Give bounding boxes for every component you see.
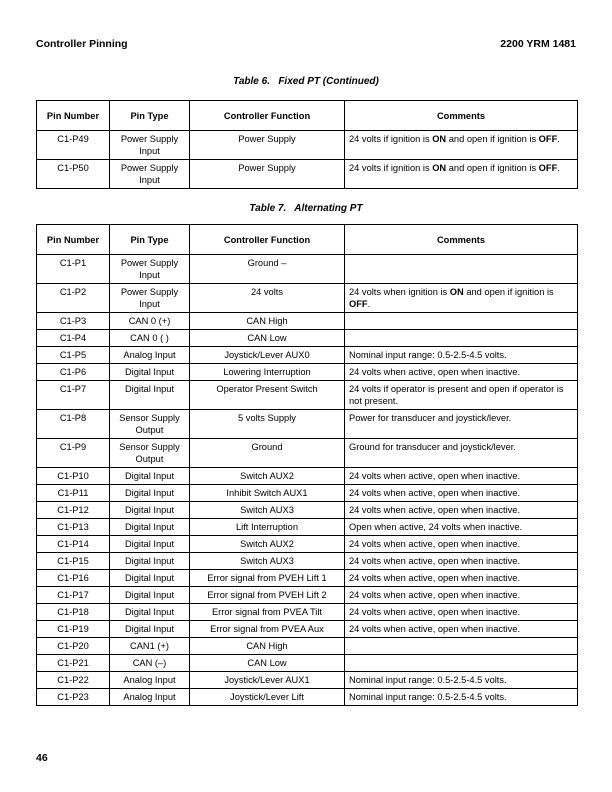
pin-type-cell: Digital Input <box>110 381 190 410</box>
controller-function-cell: Switch AUX3 <box>190 502 345 519</box>
pin-number-cell: C1-P21 <box>37 655 110 672</box>
pin-number-cell: C1-P8 <box>37 410 110 439</box>
table7-row <box>37 672 578 689</box>
comments-cell <box>345 655 578 672</box>
comment-emphasis-off: OFF <box>538 134 558 144</box>
comments-cell: 24 volts when active, open when inactive. <box>345 502 578 519</box>
table7-row <box>37 439 578 468</box>
controller-function-cell: Switch AUX2 <box>190 536 345 553</box>
comment-text: and open if ignition is <box>463 287 554 297</box>
table7-row <box>37 604 578 621</box>
table7-row <box>37 519 578 536</box>
comments-cell <box>345 160 578 189</box>
table7-row <box>37 485 578 502</box>
controller-function-cell: CAN High <box>190 638 345 655</box>
table6-row <box>37 160 578 189</box>
comments-cell: 24 volts when active, open when inactive. <box>345 485 578 502</box>
pin-number-cell: C1-P23 <box>37 689 110 706</box>
pin-type-cell: Analog Input <box>110 347 190 364</box>
pin-type-cell: CAN (–) <box>110 655 190 672</box>
controller-function-cell: CAN Low <box>190 330 345 347</box>
pin-type-cell: CAN1 (+) <box>110 638 190 655</box>
controller-function-cell: Joystick/Lever Lift <box>190 689 345 706</box>
table7-row <box>37 621 578 638</box>
pin-number-cell: C1-P22 <box>37 672 110 689</box>
pin-number-cell: C1-P5 <box>37 347 110 364</box>
pin-type-cell: Digital Input <box>110 621 190 638</box>
pin-type-cell: Power Supply Input <box>110 131 190 160</box>
table7 <box>36 224 578 706</box>
pin-number-cell: C1-P2 <box>37 284 110 313</box>
table6-caption <box>0 76 612 87</box>
comments-cell: 24 volts when active, open when inactive. <box>345 621 578 638</box>
table7-row <box>37 570 578 587</box>
pin-type-cell: Digital Input <box>110 604 190 621</box>
pin-type-cell: Digital Input <box>110 364 190 381</box>
controller-function-cell: Inhibit Switch AUX1 <box>190 485 345 502</box>
pin-type-cell: Power Supply Input <box>110 160 190 189</box>
pin-number-cell: C1-P17 <box>37 587 110 604</box>
controller-function-cell: Power Supply <box>190 160 345 189</box>
pin-number-cell: C1-P19 <box>37 621 110 638</box>
controller-function-cell: 5 volts Supply <box>190 410 345 439</box>
pin-type-cell: Power Supply Input <box>110 255 190 284</box>
table7-caption-title: Alternating PT <box>294 203 363 214</box>
pin-type-cell: Analog Input <box>110 672 190 689</box>
table6-row <box>37 131 578 160</box>
table7-row <box>37 655 578 672</box>
page-number: 46 <box>36 752 48 764</box>
controller-function-cell: Error signal from PVEA Tilt <box>190 604 345 621</box>
comments-cell <box>345 284 578 313</box>
comment-text: . <box>557 134 560 144</box>
table7-row <box>37 347 578 364</box>
table6-header-controller-function: Controller Function <box>190 101 345 131</box>
table7-row <box>37 638 578 655</box>
comments-cell: 24 volts when active, open when inactive. <box>345 553 578 570</box>
table6-caption-title: Fixed PT (Continued) <box>278 76 379 87</box>
pin-number-cell: C1-P9 <box>37 439 110 468</box>
pin-number-cell: C1-P3 <box>37 313 110 330</box>
pin-type-cell: Digital Input <box>110 502 190 519</box>
table7-row <box>37 381 578 410</box>
pin-type-cell: Analog Input <box>110 689 190 706</box>
pin-type-cell: Digital Input <box>110 570 190 587</box>
comments-cell: Open when active, 24 volts when inactive. <box>345 519 578 536</box>
table7-row <box>37 330 578 347</box>
pin-number-cell: C1-P13 <box>37 519 110 536</box>
comments-cell: 24 volts when active, open when inactive. <box>345 536 578 553</box>
pin-type-cell: Power Supply Input <box>110 284 190 313</box>
table7-row <box>37 284 578 313</box>
comment-text: and open if ignition is <box>446 163 539 173</box>
table7-row <box>37 502 578 519</box>
pin-number-cell: C1-P49 <box>37 131 110 160</box>
controller-function-cell: Operator Present Switch <box>190 381 345 410</box>
comments-cell <box>345 255 578 284</box>
comment-emphasis-on: ON <box>432 163 447 173</box>
comments-cell: 24 volts when active, open when inactive. <box>345 570 578 587</box>
table7-header-pin-type: Pin Type <box>110 225 190 255</box>
pin-number-cell: C1-P16 <box>37 570 110 587</box>
pin-type-cell: CAN 0 (+) <box>110 313 190 330</box>
pin-number-cell: C1-P18 <box>37 604 110 621</box>
pin-number-cell: C1-P15 <box>37 553 110 570</box>
table7-row <box>37 536 578 553</box>
pin-type-cell: CAN 0 ( ) <box>110 330 190 347</box>
controller-function-cell: Power Supply <box>190 131 345 160</box>
controller-function-cell: Error signal from PVEH Lift 1 <box>190 570 345 587</box>
comments-cell <box>345 131 578 160</box>
controller-function-cell: Error signal from PVEA Aux <box>190 621 345 638</box>
comments-cell <box>345 330 578 347</box>
table6 <box>36 100 578 189</box>
comment-text: 24 volts if ignition is <box>349 163 433 173</box>
comment-text: . <box>557 163 560 173</box>
comment-text: 24 volts when ignition is <box>349 287 450 297</box>
running-header-title: Controller Pinning <box>36 38 128 50</box>
table6-caption-prefix: Table 6. <box>233 76 270 87</box>
comment-emphasis-off: OFF <box>349 299 368 309</box>
table7-caption <box>0 203 612 214</box>
pin-number-cell: C1-P11 <box>37 485 110 502</box>
pin-type-cell: Digital Input <box>110 485 190 502</box>
table7-row <box>37 410 578 439</box>
controller-function-cell: Switch AUX3 <box>190 553 345 570</box>
pin-number-cell: C1-P50 <box>37 160 110 189</box>
pin-number-cell: C1-P1 <box>37 255 110 284</box>
pin-number-cell: C1-P6 <box>37 364 110 381</box>
controller-function-cell: Ground – <box>190 255 345 284</box>
controller-function-cell: CAN Low <box>190 655 345 672</box>
pin-type-cell: Digital Input <box>110 468 190 485</box>
pin-number-cell: C1-P10 <box>37 468 110 485</box>
comments-cell: 24 volts when active, open when inactive. <box>345 364 578 381</box>
controller-function-cell: CAN High <box>190 313 345 330</box>
pin-number-cell: C1-P7 <box>37 381 110 410</box>
pin-type-cell: Digital Input <box>110 519 190 536</box>
comment-emphasis-on: ON <box>432 134 447 144</box>
comments-cell: Nominal input range: 0.5-2.5-4.5 volts. <box>345 672 578 689</box>
table7-caption-prefix: Table 7. <box>249 203 287 214</box>
comment-text: . <box>367 299 371 309</box>
pin-number-cell: C1-P14 <box>37 536 110 553</box>
pin-type-cell: Digital Input <box>110 536 190 553</box>
running-header-doc-number: 2200 YRM 1481 <box>500 38 576 50</box>
table7-row <box>37 468 578 485</box>
table7-header-controller-function: Controller Function <box>190 225 345 255</box>
pin-type-cell: Digital Input <box>110 587 190 604</box>
table7-row <box>37 313 578 330</box>
comments-cell: 24 volts when active, open when inactive. <box>345 604 578 621</box>
comment-text: and open if ignition is <box>446 134 539 144</box>
table6-header-pin-type: Pin Type <box>110 101 190 131</box>
comments-cell: Nominal input range: 0.5-2.5-4.5 volts. <box>345 689 578 706</box>
controller-function-cell: Lowering Interruption <box>190 364 345 381</box>
comment-emphasis-off: OFF <box>538 163 558 173</box>
table7-row <box>37 364 578 381</box>
table6-header-pin-number: Pin Number <box>37 101 110 131</box>
table7-row <box>37 587 578 604</box>
controller-function-cell: Error signal from PVEH Lift 2 <box>190 587 345 604</box>
controller-function-cell: Joystick/Lever AUX1 <box>190 672 345 689</box>
comments-cell: Nominal input range: 0.5-2.5-4.5 volts. <box>345 347 578 364</box>
pin-type-cell: Sensor Supply Output <box>110 410 190 439</box>
comments-cell: 24 volts when active, open when inactive. <box>345 468 578 485</box>
comments-cell: 24 volts if operator is present and open if operator is not present. <box>345 381 578 410</box>
pin-type-cell: Sensor Supply Output <box>110 439 190 468</box>
controller-function-cell: Switch AUX2 <box>190 468 345 485</box>
table7-header-row <box>37 225 578 255</box>
pin-number-cell: C1-P20 <box>37 638 110 655</box>
comment-text: 24 volts if ignition is <box>349 134 433 144</box>
controller-function-cell: Lift Interruption <box>190 519 345 536</box>
table7-row <box>37 689 578 706</box>
table7-row <box>37 255 578 284</box>
comments-cell <box>345 313 578 330</box>
controller-function-cell: 24 volts <box>190 284 345 313</box>
comments-cell: 24 volts when active, open when inactive. <box>345 587 578 604</box>
controller-function-cell: Joystick/Lever AUX0 <box>190 347 345 364</box>
comment-emphasis-on: ON <box>449 287 464 297</box>
table7-row <box>37 553 578 570</box>
pin-number-cell: C1-P4 <box>37 330 110 347</box>
pin-number-cell: C1-P12 <box>37 502 110 519</box>
table7-header-comments: Comments <box>345 225 578 255</box>
table6-header-row <box>37 101 578 131</box>
table7-header-pin-number: Pin Number <box>37 225 110 255</box>
controller-function-cell: Ground <box>190 439 345 468</box>
pin-type-cell: Digital Input <box>110 553 190 570</box>
comments-cell: Power for transducer and joystick/lever. <box>345 410 578 439</box>
comments-cell: Ground for transducer and joystick/lever. <box>345 439 578 468</box>
table6-header-comments: Comments <box>345 101 578 131</box>
comments-cell <box>345 638 578 655</box>
